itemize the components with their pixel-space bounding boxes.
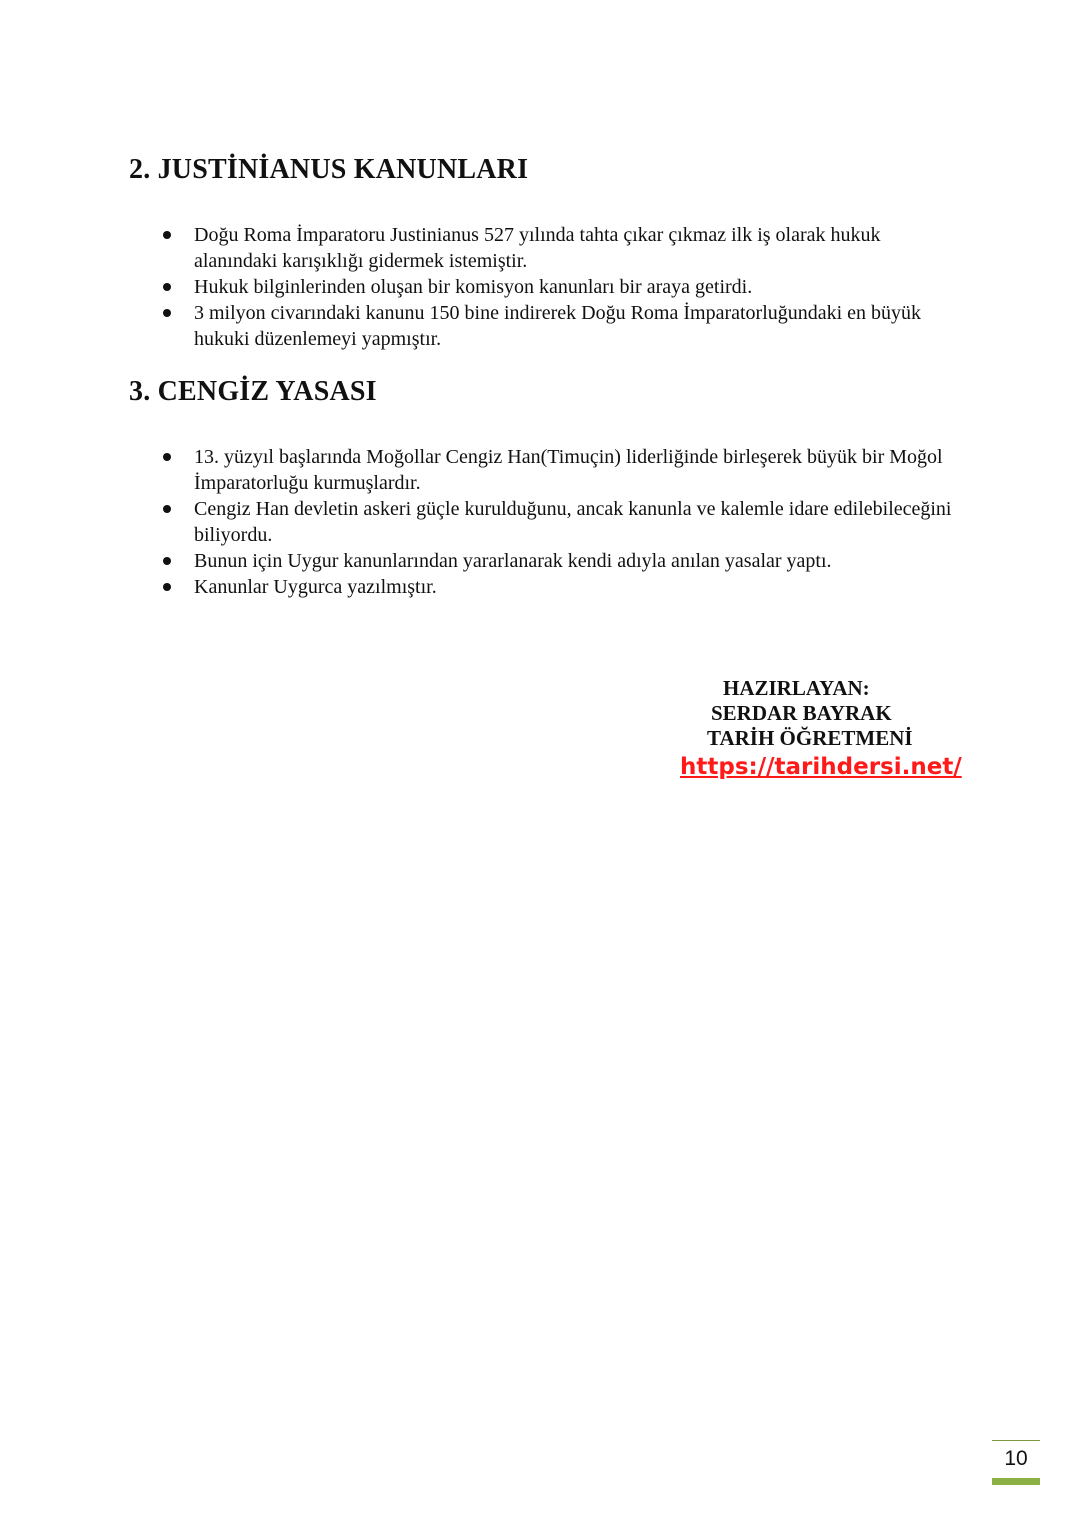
author-title: TARİH ÖĞRETMENİ <box>707 726 913 750</box>
bullet-text: Kanunlar Uygurca yazılmıştır. <box>194 576 437 598</box>
page-number-accent-bar <box>992 1478 1040 1485</box>
bullet-text: Hukuk bilginlerinden oluşan bir komisyon kanunları bir araya getirdi. <box>194 276 753 298</box>
list-item <box>160 496 960 548</box>
prepared-by-label: HAZIRLAYAN: <box>723 676 870 700</box>
list-item <box>160 222 960 274</box>
bullet-icon <box>163 283 171 291</box>
author-block <box>680 676 970 780</box>
list-item <box>160 300 960 352</box>
bullet-text: 3 milyon civarındaki kanunu 150 bine indirerek Doğu Roma İmparatorluğundaki en büyük hukuki düzenlemeyi yapmıştır. <box>194 302 922 350</box>
bullet-icon <box>163 505 171 513</box>
list-item <box>160 274 960 300</box>
author-name: SERDAR BAYRAK <box>711 701 892 725</box>
section-heading-justinianus: 2. JUSTİNİANUS KANUNLARI <box>129 154 529 185</box>
list-item <box>160 574 960 600</box>
page-number-box <box>992 1440 1040 1485</box>
bullet-text: Bunun için Uygur kanunlarından yararlanarak kendi adıyla anılan yasalar yaptı. <box>194 550 832 572</box>
bullet-text: Doğu Roma İmparatoru Justinianus 527 yılında tahta çıkar çıkmaz ilk iş olarak hukuk alanındaki karışıklığı gidermek istemiştir. <box>194 224 881 272</box>
list-item <box>160 444 960 496</box>
cengiz-bullet-list <box>160 444 960 600</box>
bullet-icon <box>163 583 171 591</box>
bullet-text: Cengiz Han devletin askeri güçle kurulduğunu, ancak kanunla ve kalemle idare edilebileceğini biliyordu. <box>194 498 952 546</box>
bullet-icon <box>163 453 171 461</box>
page-number: 10 <box>1004 1447 1028 1470</box>
bullet-text: 13. yüzyıl başlarında Moğollar Cengiz Han(Timuçin) liderliğinde birleşerek büyük bir Moğol İmparatorluğu kurmuşlardır. <box>194 446 943 494</box>
bullet-icon <box>163 231 171 239</box>
list-item <box>160 548 960 574</box>
bullet-icon <box>163 557 171 565</box>
website-link[interactable]: https://tarihdersi.net/ <box>680 754 962 780</box>
bullet-icon <box>163 309 171 317</box>
section-heading-cengiz: 3. CENGİZ YASASI <box>129 376 377 407</box>
justinianus-bullet-list <box>160 222 960 352</box>
